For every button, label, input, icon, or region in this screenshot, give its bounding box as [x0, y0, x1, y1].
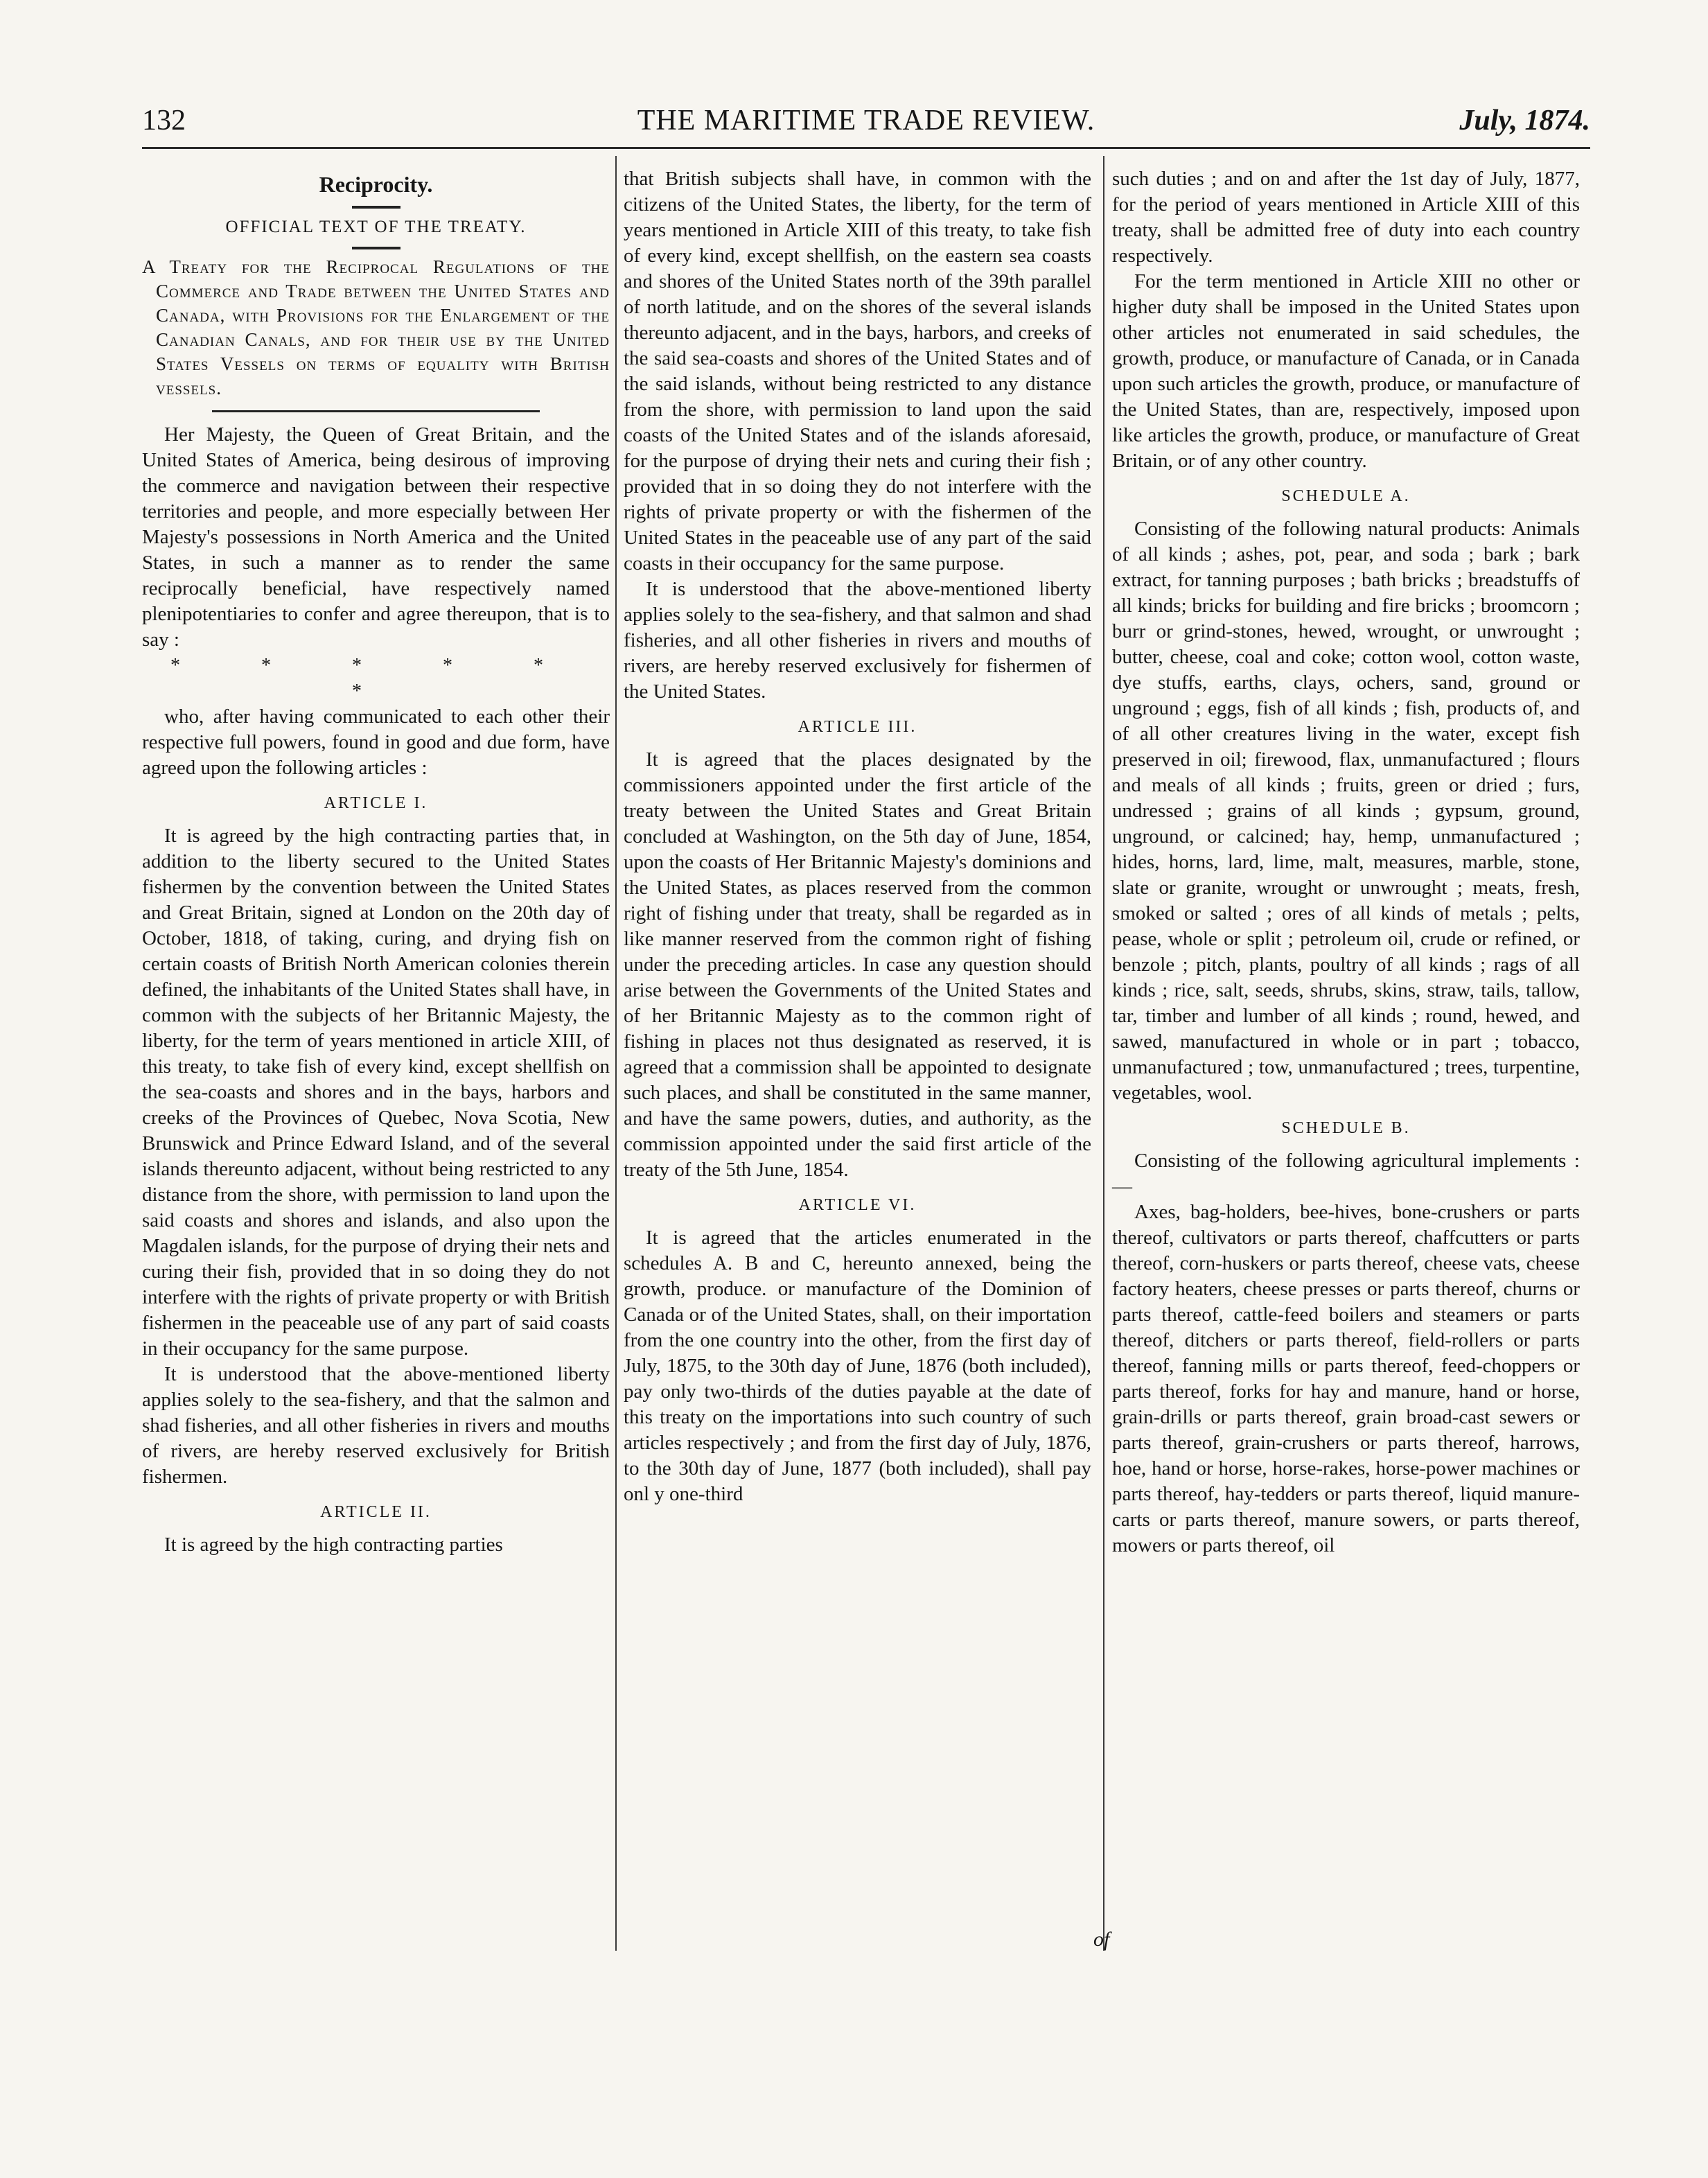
column-1 — [142, 166, 610, 1558]
margin-note: of — [1093, 1928, 1110, 1951]
masthead — [142, 104, 1590, 146]
article-2-paragraph: It is understood that the above-mentioned liberty applies solely to the sea-fishery, and that salmon and shad fisheries, and all other fisheries in rivers and mouths of rivers, are hereby reserved exclusively for fishermen of the United States. — [624, 578, 1091, 703]
schedule-a-paragraph: Consisting of the following natural products: Animals of all kinds ; ashes, pot, pear, and soda ; bark ; bark extract, for tanning purposes ; bath bricks ; breadstuffs of all kinds; bricks for building and fire bricks ; broomcorn ; burr or grind-stones, hewed, wrought, or unwrought ; butter, cheese, coal and coke; cotton wool, cotton waste, dye stuffs, earths, clays, ochers, sand, ground or unground ; eggs, fish of all kinds ; fish, products of, and of all other creatures living in the water, except fish preserved in oil; firewood, flax, unmanufactured ; flours and meals of all kinds ; fruits, green or dried ; furs, undressed ; grains of all kinds ; gypsum, ground, unground, or calcined; hay, hemp, unmanufactured ; hides, horns, lard, lime, malt, measures, marble, stone, slate or granite, wrought or unwrought ; meats, fresh, smoked or salted ; ores of all kinds of metals ; pelts, pease, whole or split ; petroleum oil, crude or refined, or benzole ; pitch, plants, poultry of all kinds ; rags of all kinds ; rice, salt, seeds, shrubs, skins, straw, tails, tallow, tar, timber and lumber of all kinds ; round, hewed, and sawed, manufactured in whole or in part ; tobacco, unmanufactured ; tow, unmanufactured ; trees, turpentine, vegetables, wool. — [1112, 518, 1580, 1104]
article-2-paragraph: that British subjects shall have, in common with the citizens of the United States, the liberty, for the term of years mentioned in Article XIII of this treaty, to take fish of every kind, except shellfish, on the eastern sea coasts and shores of the United States north of the 39th parallel of north latitude, and on the shores of the several islands thereunto adjacent, and in the bays, harbors, and creeks of the said sea-coasts and shores of the United States and of the said islands, without being restricted to any distance from the shore, with permission to land upon the said coasts of the United States and of the islands aforesaid, for the purpose of drying their nets and curing their fish ; provided that in so doing they do not interfere with the rights of private property or with the fishermen of the United States in the peaceable use of any part of the said coasts in their occupancy for the same purpose. — [624, 168, 1091, 574]
article-3-paragraph: It is agreed that the places designated by the commissioners appointed under the first article of the treaty between the United States and Great Britain concluded at Washington, on the 5th day of June, 1854, upon the coasts of Her Britannic Majesty's dominions and the United States, as places reserved from the common right of fishing under that treaty, shall be regarded as in like manner reserved from the common right of fishing under the preceding articles. In case any question should arise between the Governments of the United States and of her Britannic Majesty as to the common right of fishing in places not thus designated as reserved, it is agreed that a commission shall be appointed to designate such places, and shall be constituted in the same manner, and have the same powers, duties, and authority, as the commission appointed under the said first article of the treaty of the 5th June, 1854. — [624, 748, 1091, 1181]
article-heading: Reciprocity. — [319, 172, 433, 197]
column-2 — [624, 166, 1091, 1507]
schedule-a-heading: SCHEDULE A. — [1281, 487, 1411, 505]
issue-date: July, 1874. — [1459, 105, 1590, 137]
divider — [352, 206, 400, 209]
article-2-paragraph: It is agreed by the high contracting parties — [164, 1534, 503, 1556]
article-1-heading: ARTICLE I. — [324, 794, 428, 812]
preamble: Her Majesty, the Queen of Great Britain, and the United States of America, being desirous of improving the commerce and navigation between their respective territories and people, and more especially between Her Majesty's possessions in North America and the United States, in such a manner as to render the same reciprocally beneficial, have respectively named plenipotentiaries to confer and agree thereupon, that is to say : — [142, 423, 610, 651]
article-6-heading: ARTICLE VI. — [798, 1196, 917, 1214]
asterisks: * * * * * * — [170, 655, 581, 702]
treaty-title: A Treaty for the Reciprocal Regulations of the Commerce and Trade between the United States and Canada, with Provisions for the Enlargement of the Canadian Canals, and for their use by the United States Vessels on terms of equality with British vessels. — [142, 256, 610, 398]
article-6-paragraph: For the term mentioned in Article XIII no other or higher duty shall be imposed in the United States upon other articles not enumerated in said schedules, the growth, produce, or manufacture of Canada, or in Canada upon such articles the growth, produce, or manufacture of the United States, than are, respectively, imposed upon like articles the growth, produce, or manufacture of Great Britain, or of any other country. — [1112, 270, 1580, 472]
schedule-b-paragraph: Axes, bag-holders, bee-hives, bone-crushers or parts thereof, cultivators or parts thereof, chaffcutters or parts thereof, corn-huskers or parts thereof, cheese vats, cheese factory heaters, cheese presses or parts thereof, churns or parts thereof, cattle-feed boilers and steamers or parts thereof, ditchers or parts thereof, field-rollers or parts thereof, fanning mills or parts thereof, feed-choppers or parts thereof, forks for hay and manure, hand or horse, grain-drills or parts thereof, grain broad-cast sewers or parts thereof, grain-crushers or parts thereof, harrows, hoe, hand or horse, horse-rakes, horse-power machines or parts thereof, hay-tedders or parts thereof, liquid manure-carts or parts thereof, manure sowers, or parts thereof, mowers or parts thereof, oil — [1112, 1201, 1580, 1556]
article-3-heading: ARTICLE III. — [798, 718, 917, 736]
column-3 — [1112, 166, 1580, 1558]
column-divider — [1103, 156, 1104, 1951]
column-divider — [615, 156, 617, 1951]
article-1-paragraph: It is agreed by the high contracting parties that, in addition to the liberty secured to the United States fishermen by the convention between the United States and Great Britain, signed at London on the 20th day of October, 1818, of taking, curing, and drying fish on certain coasts of British North American colonies therein defined, the inhabitants of the United States shall have, in common with the subjects of her Britannic Majesty, the liberty, for the term of years mentioned in article XIII, of this treaty, to take fish of every kind, except shellfish on the sea-coasts and shores and in the bays, harbors and creeks of the Provinces of Quebec, Nova Scotia, New Brunswick and Prince Edward Island, and of the several islands thereunto adjacent, without being restricted to any distance from the shore, with permission to land upon the said coasts and shores and islands, and also upon the Magdalen islands, for the purpose of drying their nets and curing their fish, provided that in so doing they do not interfere with the rights of private property or with British fishermen in the peaceable use of any part of said coasts in their occupancy for the same purpose. — [142, 825, 610, 1360]
article-subheading: OFFICIAL TEXT OF THE TREATY. — [225, 218, 527, 236]
article-2-heading: ARTICLE II. — [320, 1503, 432, 1521]
schedule-b-intro: Consisting of the following agricultural implements :— — [1112, 1150, 1580, 1197]
divider — [212, 410, 540, 412]
divider — [352, 247, 400, 249]
preamble-continued: who, after having communicated to each other their respective full powers, found in good and due form, have agreed upon the following articles : — [142, 705, 610, 779]
publication-title: THE MARITIME TRADE REVIEW. — [637, 105, 1095, 137]
article-6-paragraph: such duties ; and on and after the 1st day of July, 1877, for the period of years mentioned in Article XIII of this treaty, shall be admitted free of duty into each country respectively. — [1112, 168, 1580, 267]
header-rule — [142, 147, 1590, 149]
schedule-b-heading: SCHEDULE B. — [1281, 1119, 1411, 1137]
page-number: 132 — [142, 105, 186, 137]
article-6-paragraph: It is agreed that the articles enumerated in the schedules A. B and C, hereunto annexed, being the growth, produce. or manufacture of the Dominion of Canada or of the United States, shall, on their importation from the one country into the other, from the first day of July, 1875, to the 30th day of June, 1876 (both included), pay only two-thirds of the duties payable at the date of this treaty on the importations into such country of such articles respectively ; and from the first day of July, 1876, to the 30th day of June, 1877 (both included), shall pay onl y one-third — [624, 1227, 1091, 1505]
article-1-paragraph: It is understood that the above-mentioned liberty applies solely to the sea-fishery, and that the salmon and shad fisheries, and all other fisheries in rivers and mouths of rivers, are hereby reserved exclusively for British fishermen. — [142, 1363, 610, 1488]
